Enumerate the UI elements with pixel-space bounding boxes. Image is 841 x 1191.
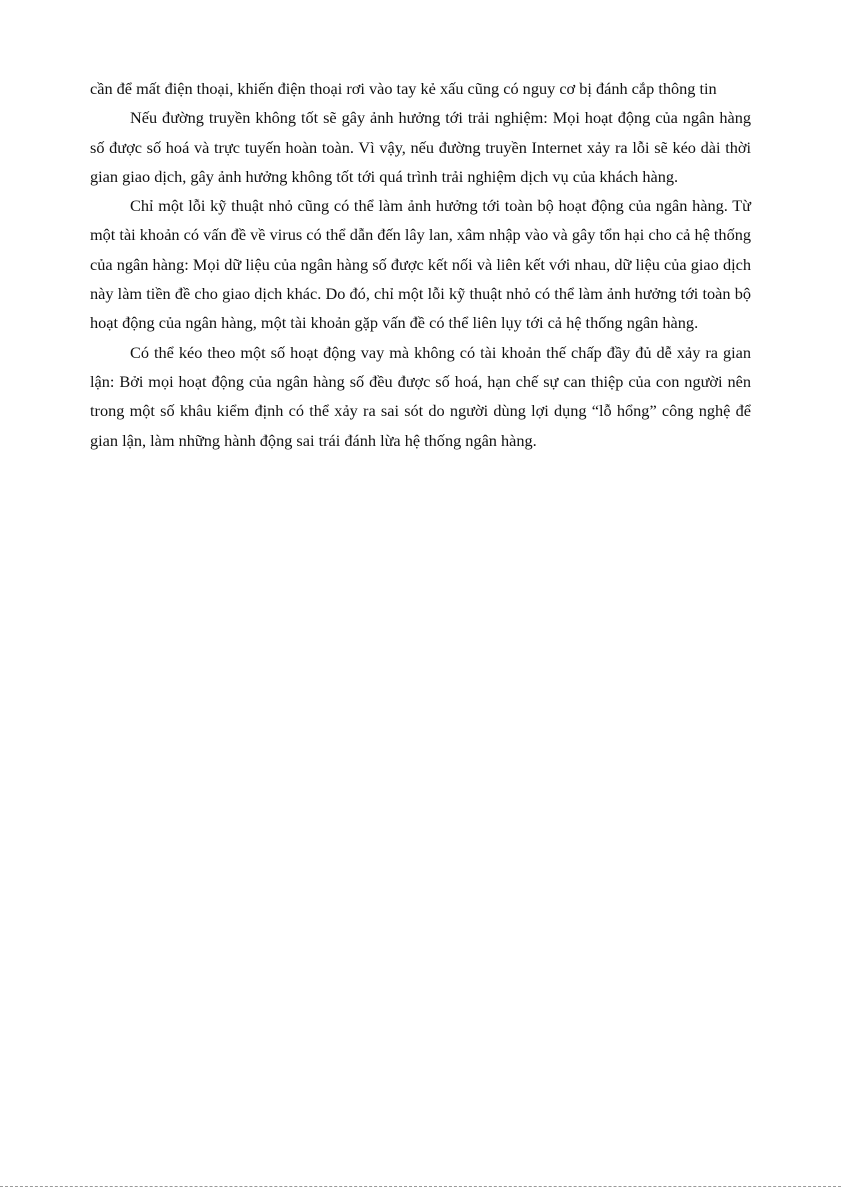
paragraph-transmission-risk: Nếu đường truyền không tốt sẽ gây ảnh hưởng tới trải nghiệm: Mọi hoạt động của ngân hàng số được số hoá và trực tuyến hoàn toàn. Vì vậy, nếu đường truyền Internet xảy ra lỗi sẽ kéo dài thời gian giao dịch, gây ảnh hưởng không tốt tới quá trình trải nghiệm dịch vụ của khách hàng. <box>90 108 751 186</box>
document-body <box>90 74 751 455</box>
paragraph-continuation: cần để mất điện thoại, khiến điện thoại rơi vào tay kẻ xấu cũng có nguy cơ bị đánh cắp thông tin <box>90 79 717 98</box>
paragraph-fraud-risk: Có thể kéo theo một số hoạt động vay mà không có tài khoản thế chấp đầy đủ dễ xảy ra gian lận: Bởi mọi hoạt động của ngân hàng số đều được số hoá, hạn chế sự can thiệp của con người nên trong một số khâu kiểm định có thể xảy ra sai sót do người dùng lợi dụng “lỗ hổng” công nghệ để gian lận, làm những hành động sai trái đánh lừa hệ thống ngân hàng. <box>90 342 751 450</box>
page-bottom-divider <box>0 1186 841 1187</box>
paragraph-technical-error-risk: Chỉ một lỗi kỹ thuật nhỏ cũng có thể làm ảnh hưởng tới toàn bộ hoạt động của ngân hàng. Từ một tài khoản có vấn đề về virus có thể dẫn đến lây lan, xâm nhập vào và gây tổn hại cho cả hệ thống của ngân hàng: Mọi dữ liệu của ngân hàng số được kết nối và liên kết với nhau, dữ liệu của giao dịch này làm tiền đề cho giao dịch khác. Do đó, chỉ một lỗi kỹ thuật nhỏ có thể làm ảnh hưởng tới toàn bộ hoạt động của ngân hàng, một tài khoản gặp vấn đề có thể liên lụy tới cả hệ thống ngân hàng. <box>90 196 751 333</box>
